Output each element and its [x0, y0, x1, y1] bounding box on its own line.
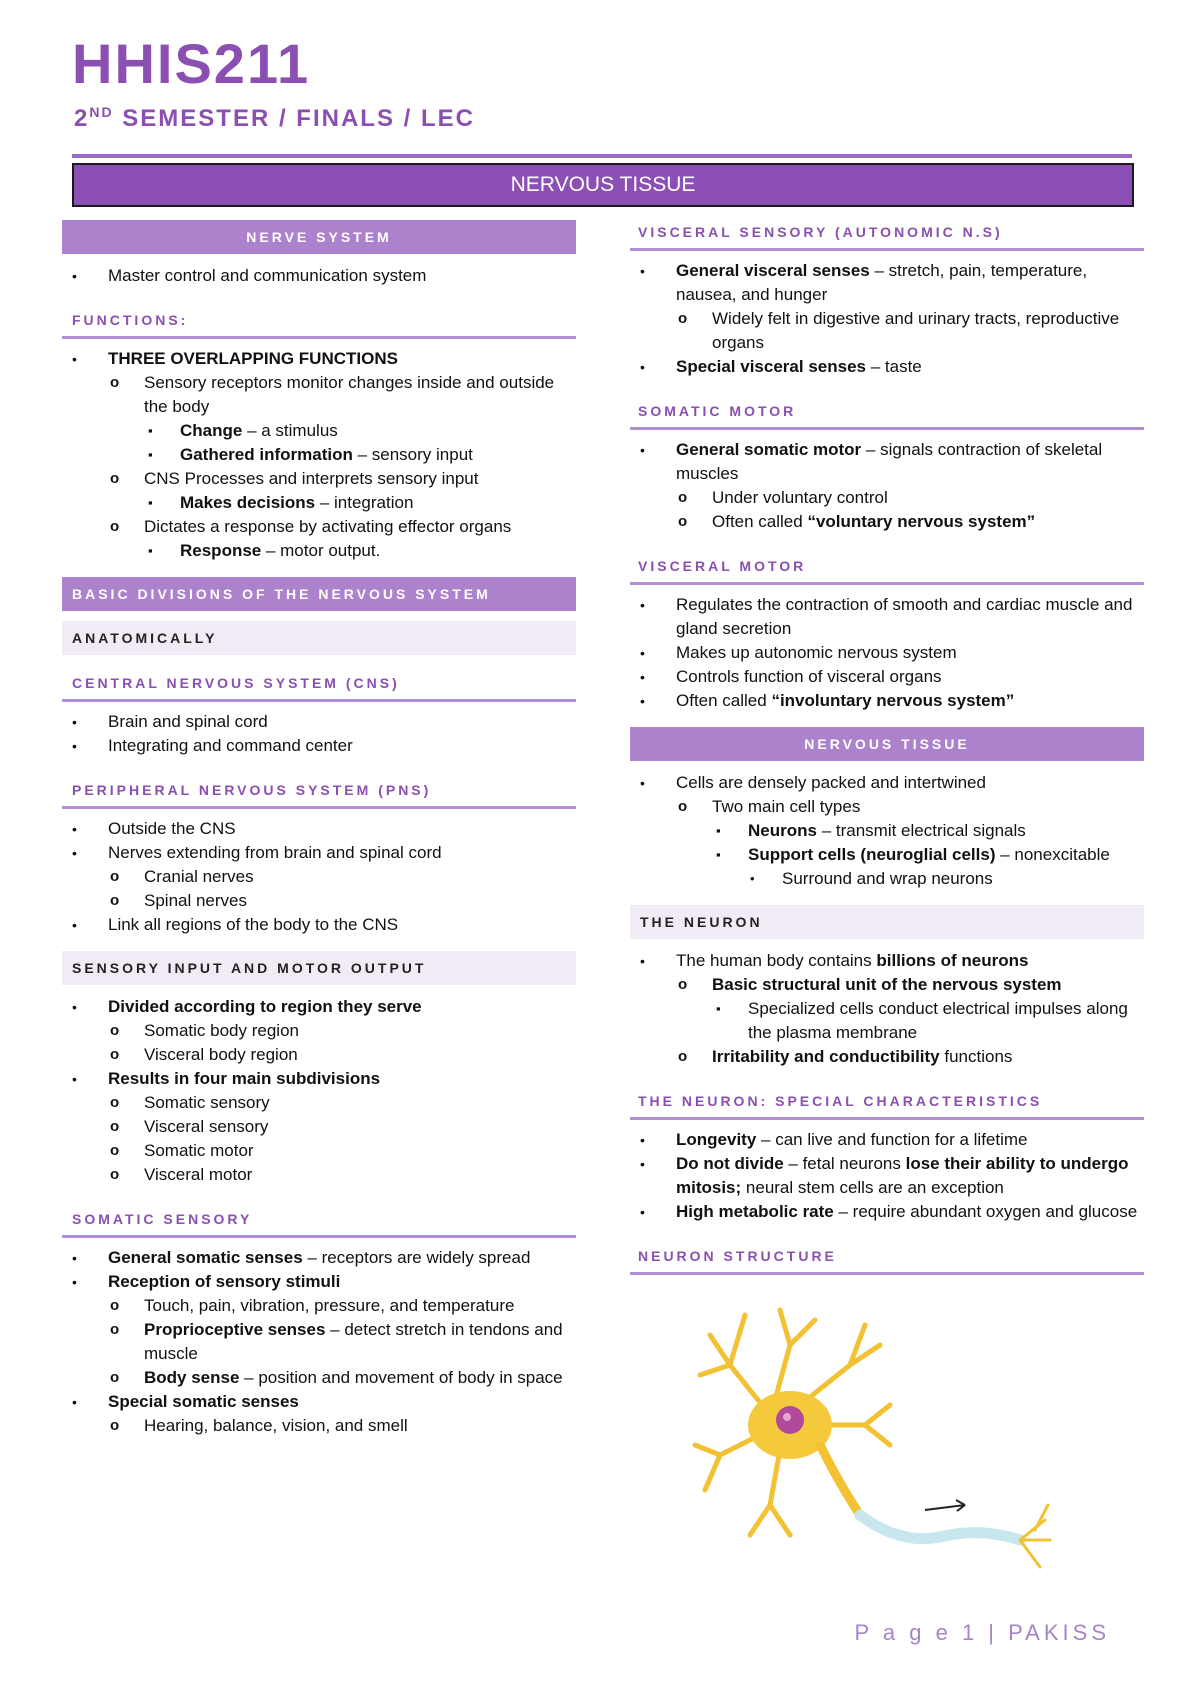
list-item: o Widely felt in digestive and urinary tracts, reproductive organs — [630, 307, 1144, 355]
list-item: o Visceral body region — [62, 1043, 576, 1067]
list-item: o Visceral sensory — [62, 1115, 576, 1139]
section-special-characteristics: THE NEURON: SPECIAL CHARACTERISTICS — [630, 1083, 1144, 1120]
course-code-title: HHIS211 — [72, 32, 311, 95]
cns-list — [62, 710, 576, 758]
functions-list — [62, 347, 576, 563]
list-item: o Hearing, balance, vision, and smell — [62, 1414, 576, 1438]
neuron-illustration — [690, 1305, 1070, 1585]
semester-ordinal: ND — [89, 104, 114, 120]
pns-list — [62, 817, 576, 937]
section-neuron-structure: NEURON STRUCTURE — [630, 1238, 1144, 1275]
list-item: o Irritability and conductibility functions — [630, 1045, 1144, 1069]
left-column — [62, 220, 576, 1452]
list-item: o CNS Processes and interprets sensory input — [62, 467, 576, 491]
list-item: • General somatic senses – receptors are widely spread — [62, 1246, 576, 1270]
list-item: o Under voluntary control — [630, 486, 1144, 510]
sensory-motor-list — [62, 995, 576, 1187]
list-item: • Nerves extending from brain and spinal cord — [62, 841, 576, 865]
list-item: • Makes up autonomic nervous system — [630, 641, 1144, 665]
list-item: ▪ Neurons – transmit electrical signals — [630, 819, 1144, 843]
list-item: ▪ Support cells (neuroglial cells) – nonexcitable — [630, 843, 1144, 867]
list-item: • Cells are densely packed and intertwined — [630, 771, 1144, 795]
section-visceral-motor: VISCERAL MOTOR — [630, 548, 1144, 585]
header-divider — [72, 154, 1132, 158]
list-item: • General somatic motor – signals contraction of skeletal muscles — [630, 438, 1144, 486]
list-item: • Special visceral senses – taste — [630, 355, 1144, 379]
somatic-motor-list — [630, 438, 1144, 534]
section-somatic-motor: SOMATIC MOTOR — [630, 393, 1144, 430]
page-number: P a g e 1 — [854, 1620, 979, 1645]
list-item: • Outside the CNS — [62, 817, 576, 841]
list-item: • Controls function of visceral organs — [630, 665, 1144, 689]
list-item: o Basic structural unit of the nervous system — [630, 973, 1144, 997]
list-item: o Proprioceptive senses – detect stretch in tendons and muscle — [62, 1318, 576, 1366]
section-the-neuron: THE NEURON — [630, 905, 1144, 939]
list-item: • Special somatic senses — [62, 1390, 576, 1414]
nervous-tissue-list — [630, 771, 1144, 891]
right-column — [630, 220, 1144, 1283]
list-item: o Cranial nerves — [62, 865, 576, 889]
list-item: • High metabolic rate – require abundant oxygen and glucose — [630, 1200, 1144, 1224]
visceral-sensory-list — [630, 259, 1144, 379]
list-item: o Often called “voluntary nervous system” — [630, 510, 1144, 534]
semester-subtitle — [74, 104, 475, 133]
footer-separator: | — [978, 1620, 1009, 1645]
section-anatomically: ANATOMICALLY — [62, 621, 576, 655]
page-footer — [855, 1620, 1110, 1646]
list-item: • Integrating and command center — [62, 734, 576, 758]
list-item: • Link all regions of the body to the CNS — [62, 913, 576, 937]
list-item: o Visceral motor — [62, 1163, 576, 1187]
list-item: ▪ Specialized cells conduct electrical impulses along the plasma membrane — [630, 997, 1144, 1045]
list-item: • Brain and spinal cord — [62, 710, 576, 734]
list-item: o Dictates a response by activating effector organs — [62, 515, 576, 539]
topic-banner: NERVOUS TISSUE — [72, 163, 1134, 207]
list-item: ▪ Change – a stimulus — [62, 419, 576, 443]
section-functions: FUNCTIONS: — [62, 302, 576, 339]
list-item: ▪ Response – motor output. — [62, 539, 576, 563]
section-cns: CENTRAL NERVOUS SYSTEM (CNS) — [62, 665, 576, 702]
section-nervous-tissue: NERVOUS TISSUE — [630, 727, 1144, 761]
semester-text: SEMESTER / FINALS / LEC — [113, 105, 475, 132]
list-item: • The human body contains billions of neurons — [630, 949, 1144, 973]
list-item: • Master control and communication system — [62, 264, 576, 288]
special-characteristics-list — [630, 1128, 1144, 1224]
section-nerve-system: NERVE SYSTEM — [62, 220, 576, 254]
list-item: • Longevity – can live and function for a lifetime — [630, 1128, 1144, 1152]
section-sensory-input-motor-output: SENSORY INPUT AND MOTOR OUTPUT — [62, 951, 576, 985]
footer-author: PAKISS — [1008, 1620, 1110, 1645]
section-visceral-sensory: VISCERAL SENSORY (AUTONOMIC N.S) — [630, 220, 1144, 251]
list-item: • Surround and wrap neurons — [630, 867, 1144, 891]
list-item: o Somatic motor — [62, 1139, 576, 1163]
list-item: • General visceral senses – stretch, pain, temperature, nausea, and hunger — [630, 259, 1144, 307]
the-neuron-list — [630, 949, 1144, 1069]
visceral-motor-list — [630, 593, 1144, 713]
section-somatic-sensory: SOMATIC SENSORY — [62, 1201, 576, 1238]
list-item: o Spinal nerves — [62, 889, 576, 913]
list-item: • Divided according to region they serve — [62, 995, 576, 1019]
list-item: ▪ Makes decisions – integration — [62, 491, 576, 515]
list-item: • Reception of sensory stimuli — [62, 1270, 576, 1294]
list-item: • Regulates the contraction of smooth and cardiac muscle and gland secretion — [630, 593, 1144, 641]
list-item: • Results in four main subdivisions — [62, 1067, 576, 1091]
somatic-sensory-list — [62, 1246, 576, 1438]
list-item: • THREE OVERLAPPING FUNCTIONS — [62, 347, 576, 371]
nerve-system-list — [62, 264, 576, 288]
list-item: ▪ Gathered information – sensory input — [62, 443, 576, 467]
list-item: o Somatic sensory — [62, 1091, 576, 1115]
semester-number: 2 — [74, 105, 90, 132]
list-item: o Body sense – position and movement of body in space — [62, 1366, 576, 1390]
list-item: • Often called “involuntary nervous system” — [630, 689, 1144, 713]
list-item: o Two main cell types — [630, 795, 1144, 819]
list-item: o Sensory receptors monitor changes inside and outside the body — [62, 371, 576, 419]
section-basic-divisions: BASIC DIVISIONS OF THE NERVOUS SYSTEM — [62, 577, 576, 611]
list-item: • Do not divide – fetal neurons lose their ability to undergo mitosis; neural stem cells are an exception — [630, 1152, 1144, 1200]
section-pns: PERIPHERAL NERVOUS SYSTEM (PNS) — [62, 772, 576, 809]
list-item: o Somatic body region — [62, 1019, 576, 1043]
list-item: o Touch, pain, vibration, pressure, and temperature — [62, 1294, 576, 1318]
